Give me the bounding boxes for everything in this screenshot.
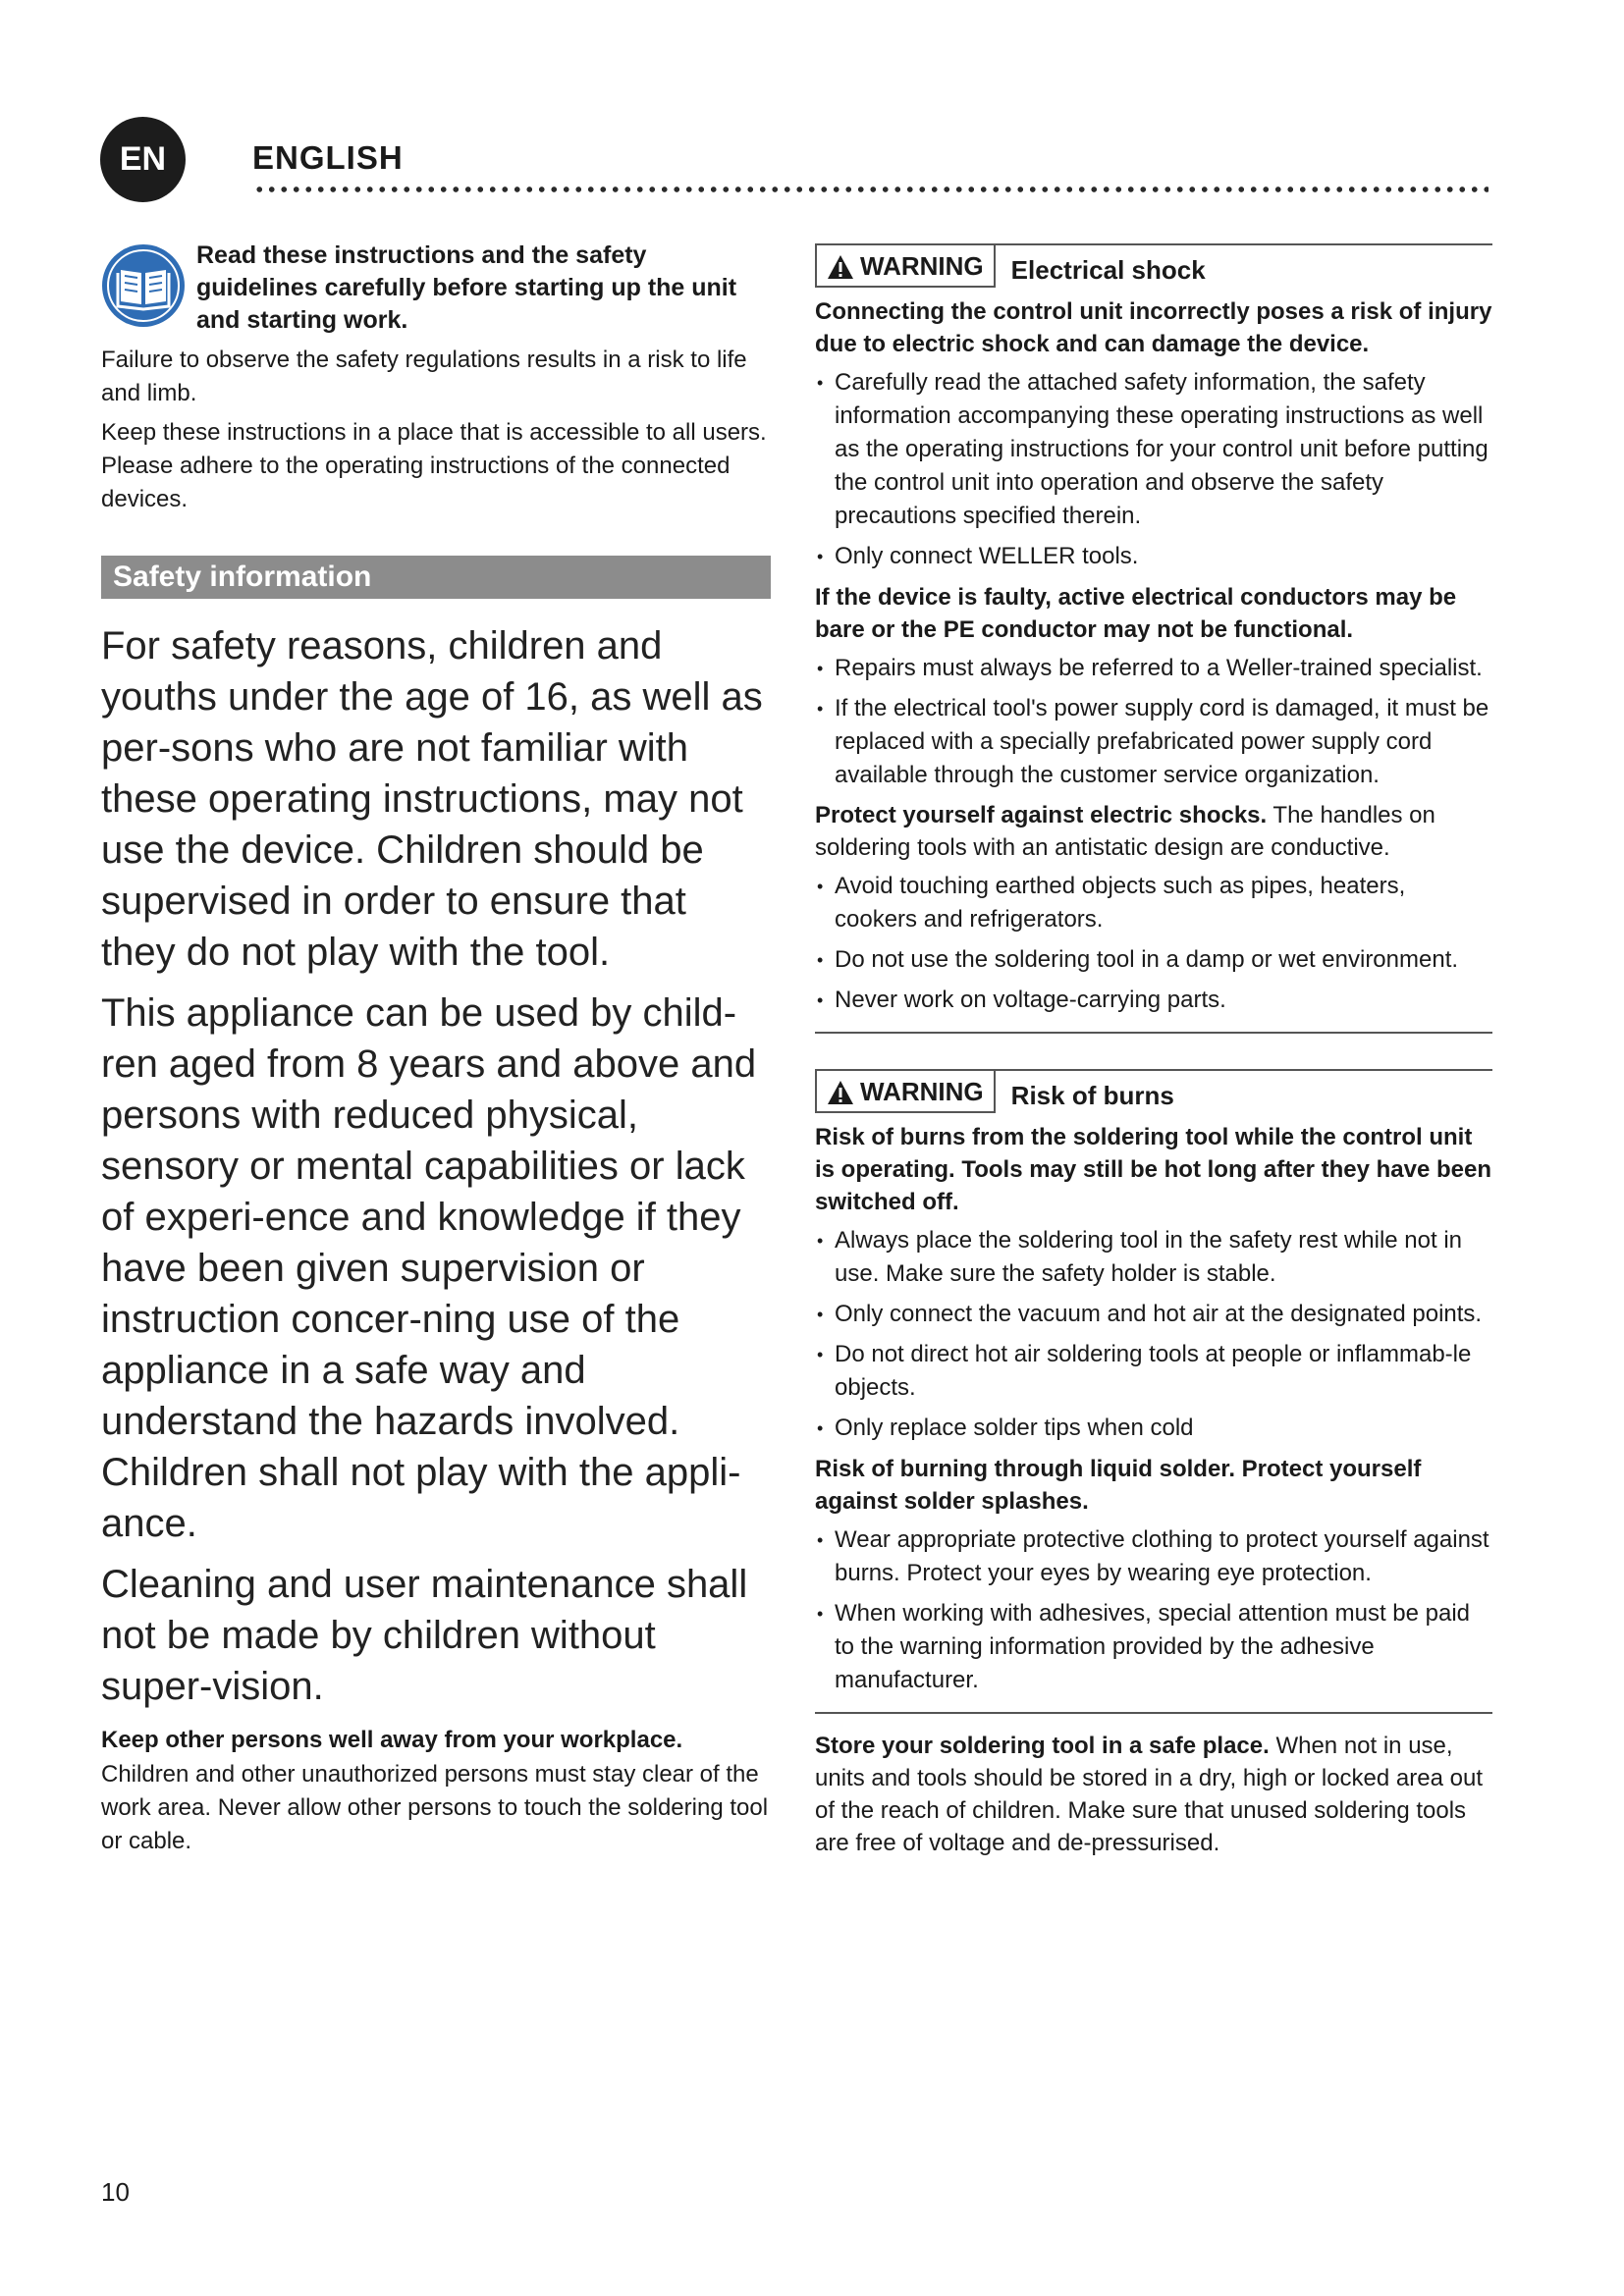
warning-triangle-icon (827, 1080, 854, 1105)
list-item: • Only connect WELLER tools. (815, 540, 1492, 573)
warning-electrical (815, 243, 1492, 1034)
read-instructions-notice (101, 240, 771, 338)
bullet-list (815, 1523, 1492, 1697)
list-item: • If the electrical tool's power supply cord is damaged, it must be replaced with a specially prefabricated power supply cord available through the customer service organization. (815, 692, 1492, 792)
bullet-list (815, 870, 1492, 1017)
list-item: • Repairs must always be referred to a Weller-trained specialist. (815, 652, 1492, 685)
warning-intro: Risk of burns from the soldering tool while the control unit is operating. Tools may still be hot long after they have been switched off. (815, 1124, 1492, 1215)
warning-tag-label: WARNING (860, 251, 984, 281)
keep-away-heading: Keep other persons well away from your workplace. (101, 1727, 683, 1753)
children-paragraph: For safety reasons, children and youths under the age of 16, as well as per-sons who are not familiar with these operating instructions, may not use the device. Children should be supervised in order to ensure that they do not play with the tool. (101, 624, 763, 974)
list-item: • Only replace solder tips when cold (815, 1412, 1492, 1445)
warning-title: Risk of burns (1010, 1081, 1174, 1110)
protect-text: The handles on soldering tools with an antistatic design are conductive. (815, 802, 1435, 861)
list-item: • Wear appropriate protective clothing to protect yourself against burns. Protect your eyes by wearing eye protection. (815, 1523, 1492, 1590)
read-notice-text: Read these instructions and the safety guidelines carefully before starting up the unit and starting work. (196, 241, 737, 334)
cleaning-paragraph: Cleaning and user maintenance shall not be made by children without super-vision. (101, 1563, 748, 1708)
splash-heading: Risk of burning through liquid solder. Protect yourself against solder splashes. (815, 1456, 1422, 1515)
store-paragraph (815, 1730, 1492, 1859)
list-item: • Avoid touching earthed objects such as pipes, heaters, cookers and refrigerators. (815, 870, 1492, 936)
list-item: • Only connect the vacuum and hot air at the designated points. (815, 1298, 1492, 1331)
bullet-list (815, 366, 1492, 573)
book-icon (101, 243, 186, 328)
warning-triangle-icon (827, 254, 854, 280)
warning-tag (815, 245, 996, 288)
store-bold: Store your soldering tool in a safe place. (815, 1733, 1270, 1759)
list-item: • When working with adhesives, special attention must be paid to the warning information provided by the adhesive manufacturer. (815, 1597, 1492, 1697)
appliance-paragraph: This appliance can be used by child-ren aged from 8 years and above and persons with reduced physical, sensory or mental capabilities or lack of experi-ence and knowledge if they have been given supervision or instruction concer-ning use of the appliance in a safe way and understand the hazards involved. Children shall not play with the appli-ance. (101, 991, 757, 1545)
failure-paragraph: Failure to observe the safety regulations results in a risk to life and limb. (101, 347, 747, 406)
warning-intro: Connecting the control unit incorrectly poses a risk of injury due to electric shock and can damage the device. (815, 298, 1492, 357)
warning-tag-label: WARNING (860, 1077, 984, 1106)
list-item: • Always place the soldering tool in the safety rest while not in use. Make sure the safety holder is stable. (815, 1224, 1492, 1291)
list-item: • Carefully read the attached safety information, the safety information accompanying these operating instructions as well as the operating instructions for your control unit before putting the control unit into operation and observe the safety precautions specified therein. (815, 366, 1492, 533)
right-column (815, 243, 1492, 1859)
bullet-list (815, 1224, 1492, 1445)
language-title: ENGLISH (252, 139, 404, 176)
section-heading: Safety information (101, 556, 771, 599)
protect-bold: Protect yourself against electric shocks. (815, 802, 1268, 828)
warning-title: Electrical shock (1010, 255, 1206, 285)
bullet-list (815, 652, 1492, 792)
warning-burns (815, 1069, 1492, 1714)
list-item: • Do not use the soldering tool in a damp or wet environment. (815, 943, 1492, 977)
language-badge: EN (100, 117, 186, 202)
keep-paragraph: Keep these instructions in a place that is accessible to all users. Please adhere to the operating instructions of the connected devices. (101, 419, 767, 512)
dotted-divider (253, 185, 1489, 194)
warning-tag (815, 1071, 996, 1113)
list-item: • Never work on voltage-carrying parts. (815, 984, 1492, 1017)
keep-away-text: Children and other unauthorized persons must stay clear of the work area. Never allow other persons to touch the soldering tool or cable. (101, 1761, 769, 1854)
faulty-heading: If the device is faulty, active electrical conductors may be bare or the PE conductor may not be functional. (815, 584, 1457, 643)
list-item: • Do not direct hot air soldering tools at people or inflammab-le objects. (815, 1338, 1492, 1405)
store-text: When not in use, units and tools should be stored in a dry, high or locked area out of the reach of children. Make sure that unused soldering tools are free of voltage and de-pressurised. (815, 1733, 1483, 1856)
left-column (101, 240, 771, 1858)
protect-paragraph (815, 799, 1492, 864)
page-number: 10 (101, 2177, 130, 2207)
